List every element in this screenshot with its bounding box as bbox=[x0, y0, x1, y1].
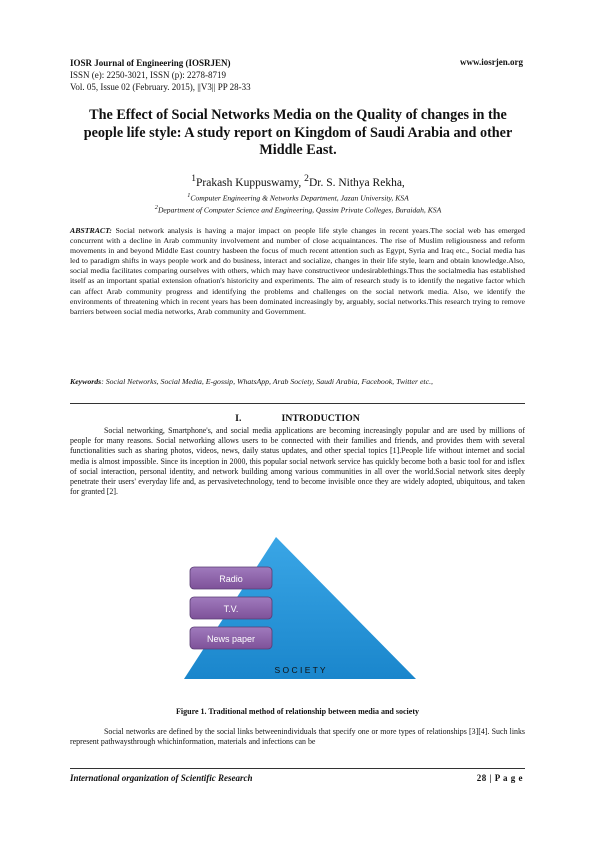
affiliation-2-text: Department of Computer Science and Engineering, Qassim Private Colleges, Buraidah, KSA bbox=[157, 205, 442, 215]
abstract-label: ABSTRACT: bbox=[70, 226, 112, 235]
page-number: 28 | P a g e bbox=[476, 773, 523, 783]
section-heading bbox=[70, 413, 525, 424]
journal-name: IOSR Journal of Engineering (IOSRJEN) bbox=[70, 58, 231, 68]
issn-line: ISSN (e): 2250-3021, ISSN (p): 2278-8719 bbox=[70, 70, 226, 80]
affiliation-1 bbox=[68, 192, 528, 203]
author1-name: Prakash Kuppuswamy, bbox=[196, 176, 305, 189]
media-box-tv-label: T.V. bbox=[223, 604, 239, 614]
section-divider bbox=[70, 403, 525, 404]
society-label: S O C I E T Y bbox=[274, 665, 326, 675]
author-line bbox=[68, 173, 528, 189]
footer-divider bbox=[70, 768, 525, 769]
figure-caption: Figure 1. Traditional method of relationship between media and society bbox=[176, 707, 419, 716]
author1-sup: 1 bbox=[191, 173, 196, 184]
intro-paragraph: Social networking, Smartphone's, and social media applications are becoming increasingly popular and are used by millions of people for many reasons. Social networking allows users to be connected with their families and friends, and provides them with several functionalities such as sharing photos, videos, news, daily status updates, and other special topics [1].People life without internet and social media is almost impossible. Since its inception in 2000, this popular social network service has quickly become both a basic tool for and isflex of social interaction, personal identity, and network building among various communities in all over the world.Social network sites deeply penetrate their users' everyday life and, as pervasivetechnology, tend to become invisible once they are widely adopted, ubiquitous, and taken for granted [2]. bbox=[70, 426, 525, 497]
media-society-diagram bbox=[180, 535, 420, 685]
abstract bbox=[70, 226, 525, 317]
figure-1 bbox=[180, 535, 420, 685]
paper-title: The Effect of Social Networks Media on the Quality of changes in the people life style: A study report on Kingdom of Saudi Arabia and other Middle East. bbox=[83, 107, 513, 158]
footer-organization: International organization of Scientific Research bbox=[70, 773, 253, 783]
media-box-radio bbox=[190, 567, 272, 589]
author2-name: Dr. S. Nithya Rekha, bbox=[308, 176, 405, 189]
section-title: INTRODUCTION bbox=[281, 413, 360, 424]
journal-header bbox=[70, 57, 370, 93]
body-paragraph-2: Social networks are defined by the social links betweenindividuals that specify one or more types of relationships [3][4]. Such links represent pathwaysthrough whichinformation, materials and infections can be bbox=[70, 727, 525, 747]
media-box-tv bbox=[190, 597, 272, 619]
keywords bbox=[70, 377, 525, 387]
affiliation-1-text: Computer Engineering & Networks Department, Jazan University, KSA bbox=[190, 193, 409, 203]
section-number: I. bbox=[235, 413, 242, 424]
media-box-newspaper bbox=[190, 627, 272, 649]
affiliation-2-sup: 2 bbox=[154, 204, 158, 211]
volume-line: Vol. 05, Issue 02 (February. 2015), ||V3|| PP 28-33 bbox=[70, 82, 251, 92]
media-box-radio-label: Radio bbox=[219, 574, 243, 584]
journal-website[interactable]: www.iosrjen.org bbox=[460, 57, 523, 67]
affiliation-2 bbox=[68, 204, 528, 215]
keywords-text: : Social Networks, Social Media, E-gossip, WhatsApp, Arab Society, Saudi Arabia, Facebook, Twitter etc., bbox=[101, 377, 433, 386]
keywords-label: Keywords bbox=[70, 377, 102, 386]
media-box-newspaper-label: News paper bbox=[206, 634, 256, 644]
author2-sup: 2 bbox=[304, 173, 309, 184]
abstract-text: Social network analysis is having a major impact on people life style changes in recent years.The social web has emerged concurrent with a decline in Arab community involvement and number of close acquaintances. The rise of Muslim religiousness and reform movements in and beyond Middle East country hasbeen the focus of much recent attention such as Egypt, Syria and Iraq etc., Social media has led to paradigm shifts in ways people work and do business, interact and socialize, changes in their life style, learn and obtain knowledge.Also, social media facilitates comparing ourselves with others, which may have constructiveor undesirablethings.Thus the socialmedia has established itself as an important spatial extension ofnation's historicity and experiments. The aim of research study is to identify the negative factor which can affect Arab community progress and identifying the problems and challenges on the social network media. Also, we identify the environments of threatening which in recent years has been dominated increasingly by, arguably, social networks.This research trying to remove barriers between social media networks, Arab community and Government. bbox=[70, 226, 525, 316]
affiliation-1-sup: 1 bbox=[187, 192, 191, 199]
